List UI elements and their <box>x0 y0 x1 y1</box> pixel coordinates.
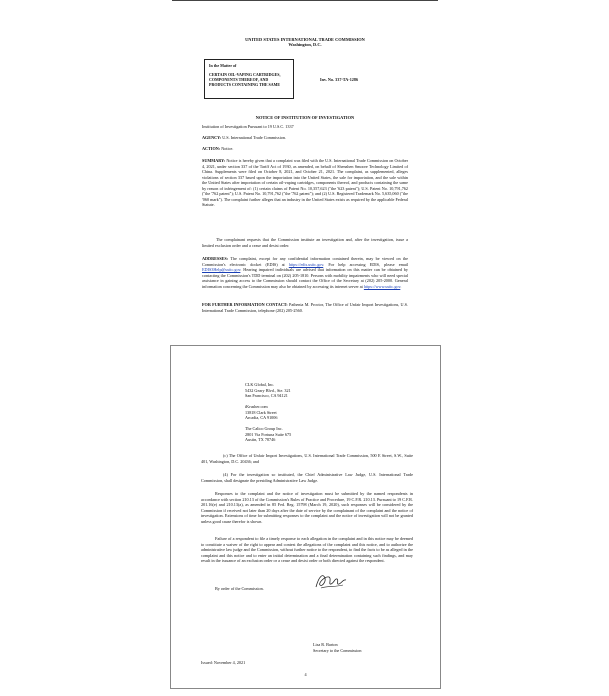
agency-value: U.S. International Trade Commission. <box>222 135 286 140</box>
notice-title: NOTICE OF INSTITUTION OF INVESTIGATION <box>255 115 355 120</box>
action-line <box>202 146 408 152</box>
summary-paragraph <box>202 158 408 208</box>
further-info-label: FOR FURTHER INFORMATION CONTACT: <box>202 302 288 307</box>
page-number: 4 <box>304 672 307 677</box>
address-line: 2801 Via Fortuna Suite 675 <box>245 431 292 437</box>
signer-title: Secretary to the Commission <box>313 647 362 653</box>
signature-image <box>313 570 349 592</box>
address-line: CLK Global, Inc. <box>245 382 275 387</box>
address-line: Austin, TX 78746 <box>245 437 276 442</box>
agency-header: UNITED STATES INTERNATIONAL TRADE COMMISSION <box>245 37 365 42</box>
document-page-2 <box>170 345 441 689</box>
agency-label: AGENCY: <box>202 135 222 140</box>
investigation-number: Inv. No. 337-TA-1286 <box>320 77 359 82</box>
address-line: The Calico Group Inc. <box>245 426 283 431</box>
usitc-link[interactable]: https://www.usitc.gov <box>363 283 401 289</box>
responses-paragraph: Responses to the complaint and the notice of investigation must be submitted by the named respondents in accordance with section 210.13 of the Commission's Rules of Practice and Procedure, 19 C.F.R. 210.13. Pursuant to 19 C.F.R. 201.16(e) and 210.13(a), as amended in 85 Fed. Reg. 15798 (March 19, 2020), such responses will be considered by the Commission if received not later than 20 days after the date of service by the complainant of the complaint and the notice of investigation. Extensions of time for submitting responses to the complaint and the notice of investigation will not be granted unless good cause therefor is shown. <box>201 491 413 524</box>
addresses-pre: The complaint, except for any confidential information contained therein, may be viewed on the Commission's electronic docket (EDIS) at <box>202 256 408 267</box>
agency-line <box>202 135 408 141</box>
summary-label: SUMMARY: <box>202 158 226 163</box>
addresses-paragraph: ADDRESSES: The complaint, except for any confidential information contained therein, may be viewed on the Commission's electronic docket (EDIS) at https://edis.usitc.gov. For help accessing EDIS, please email EDIS3Help@usitc.gov. Hearing impaired individuals are advised that information on this matter can be obtained by contacting the Commission's TDD terminal on (202) 205-1810. Persons with mobility impairments who will need special assistance in gaining access to the Commission should contact the Office of the Secretary at (202) 205-2000. General information concerning the Commission may also be obtained by accessing its internet server at https://www.usitc.gov. <box>202 256 409 289</box>
address-line: Arcadia, CA 91006 <box>245 415 278 420</box>
address-line: 13818 Clark Street <box>245 409 277 415</box>
edis-link[interactable]: https://edis.usitc.gov <box>288 261 324 267</box>
document-page-1 <box>172 0 438 338</box>
addresses-post: . Hearing impaired individuals are advised that information on this matter can be obtained by contacting the Commission's TDD terminal on (202) 205-1810. Persons with mobility impairments who will need special assistance in gaining access to the Commission should contact the Office of the Secretary at (202) 205-2000. General information concerning the Commission may also be obtained by accessing its internet server at <box>202 267 408 289</box>
addresses-mid: . For help accessing EDIS, please email <box>323 261 409 267</box>
summary-text: Notice is hereby given that a complaint was filed with the U.S. International Trade Commission on October 4, 2021, under section 337 of the Tariff Act of 1930, as amended, on behalf of Shenzhen Smoore Technology Limited of China. Supplements were filed on October 8, 2021, and October 21, 2021. The complaint, as supplemented, alleges violations of section 337 based upon the importation into the United States, the sale for importation, and the sale within the United States after importation of certain oil-vaping cartridges, components thereof, and products containing the same by reason of infringement of: (1) certain claims of Patent No. 10,357,623 ("the '623 patent"); U.S. Patent No. 10,791,762 ("the '762 patent"); U.S. Patent No. 10,791,762 ("the '762 patent"); and (2) U.S. Registered Trademark No. 5,635,060 ("the '060 mark"). The complaint further alleges that an industry in the United States exists as required by the applicable Federal Statute. <box>202 158 409 207</box>
case-caption-box <box>204 59 294 99</box>
order-line: By order of the Commission. <box>215 586 264 591</box>
further-info-text: Pathenia M. Proctor, The Office of Unfair Import Investigations, U.S. International Trade Commission, telephone (202) 205-2560. <box>202 302 409 313</box>
action-value: Notice. <box>221 146 234 151</box>
caption-in-matter: In the Matter of <box>209 63 237 68</box>
addresses-label: ADDRESSES: <box>202 256 229 261</box>
paragraph-d: (4) For the investigation so instituted, the Chief Administrative Law Judge, U.S. International Trade Commission, shall designate the presiding Administrative Law Judge. <box>201 472 413 483</box>
address-block-3 <box>245 426 365 443</box>
address-block-1 <box>245 382 365 399</box>
location-line: Washington, D.C. <box>288 42 322 47</box>
address-line: iKrusher.com <box>245 404 268 409</box>
further-info-paragraph <box>202 302 408 313</box>
signer-name: Lisa R. Barton <box>313 642 338 647</box>
paragraph-c: (c) The Office of Unfair Import Investigations, U.S. International Trade Commission, 500 E Street, S.W., Suite 401, Washington, D.C. 20436; and <box>201 453 413 464</box>
request-paragraph: The complainant requests that the Commission institute an investigation and, after the investigation, issue a limited exclusion order and a cease and desist order. <box>202 237 408 248</box>
issued-date: Issued: November 4, 2021 <box>201 660 246 665</box>
address-block-2 <box>245 404 365 421</box>
edis-help-email-link[interactable]: EDIS3Help@usitc.gov <box>202 267 241 272</box>
address-line: 5432 Geary Blvd., Ste. 321 <box>245 387 291 393</box>
failure-paragraph: Failure of a respondent to file a timely response to each allegation in the complaint and in this notice may be deemed to constitute a waiver of the right to appear and contest the allegations of the complaint and this notice, and to authorize the administrative law judge and the Commission, without further notice to the respondent, to find the facts to be as alleged in the complaint and this notice and to enter an initial determination and a final determination containing such findings, and may result in the issuance of an exclusion order or a cease and desist order or both directed against the respondent. <box>201 536 413 563</box>
caption-title: CERTAIN OIL-VAPING CARTRIDGES, COMPONENTS THEREOF, AND PRODUCTS CONTAINING THE SAME <box>209 72 281 87</box>
action-label: ACTION: <box>202 146 221 151</box>
signer-block <box>313 642 362 653</box>
address-line: San Francisco, CA 94121 <box>245 393 288 398</box>
institution-line: Institution of Investigation Pursuant to 19 U.S.C. 1337 <box>202 124 294 129</box>
